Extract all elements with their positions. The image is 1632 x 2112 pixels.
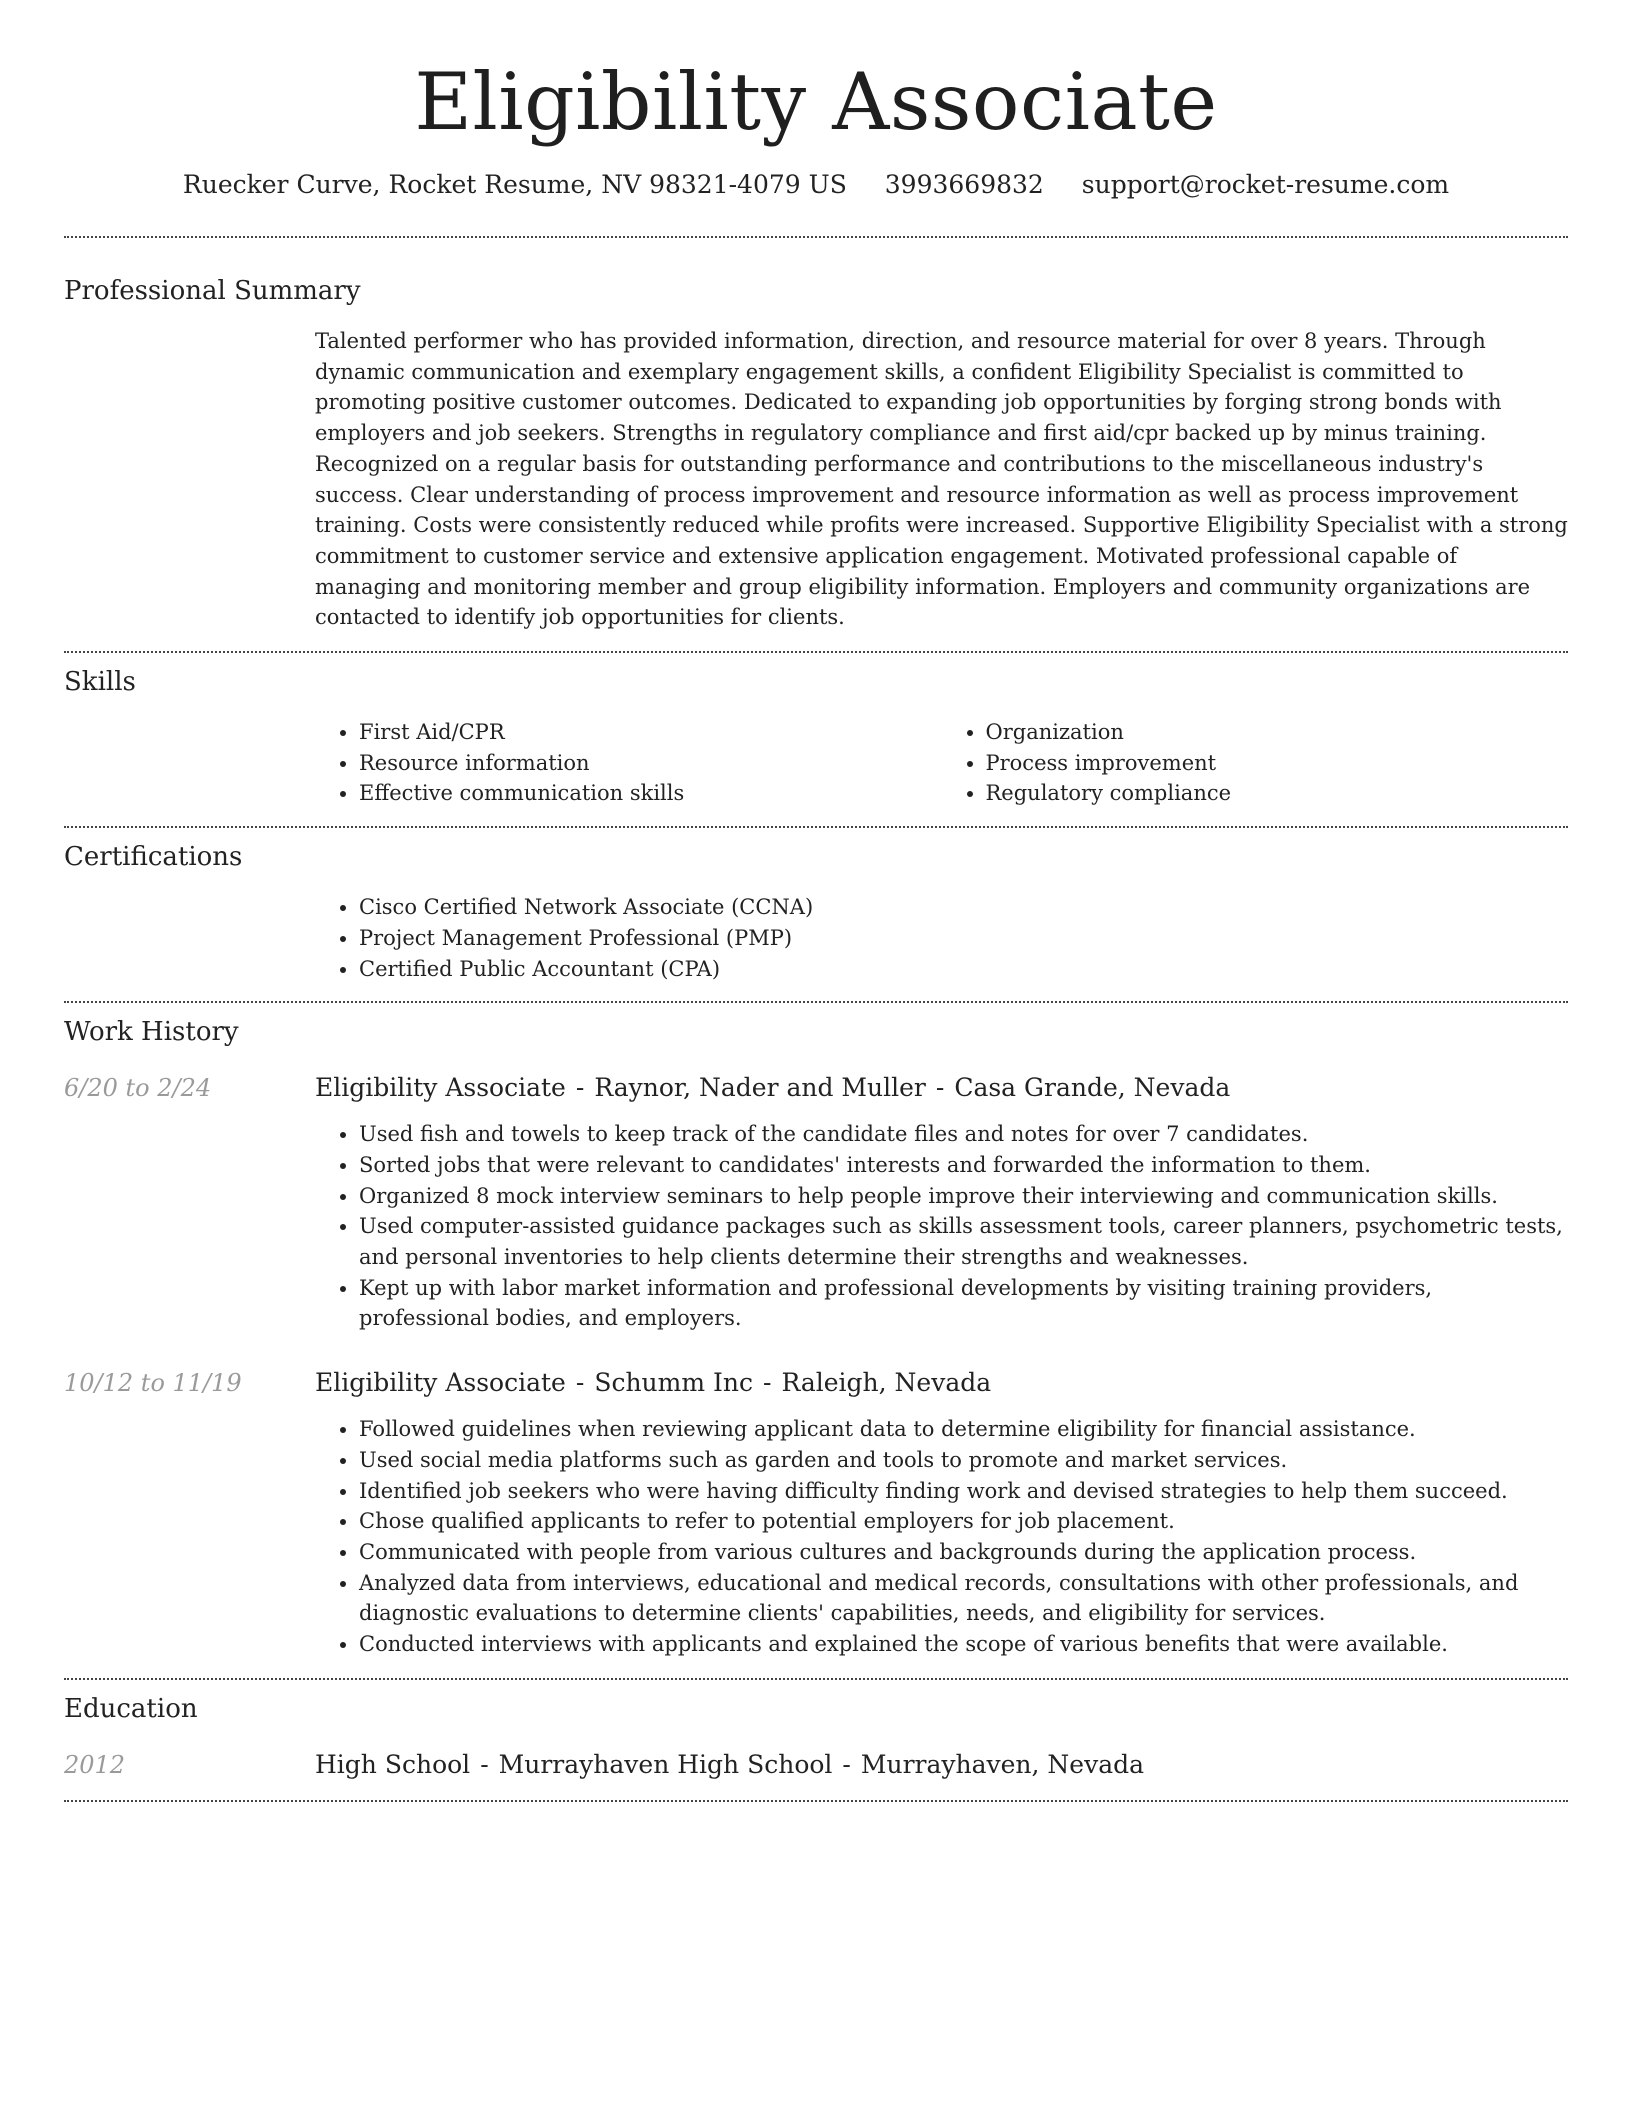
job-entry (64, 1366, 1568, 1660)
certifications-list (315, 892, 1568, 984)
heading-separator: - (935, 1073, 945, 1103)
job-bullet: • Identified job seekers who were having difficulty finding work and devised strategies to help them succeed. (359, 1476, 1568, 1507)
job-bullet: • Used social media platforms such as garden and tools to promote and market services. (359, 1445, 1568, 1476)
contact-line (64, 168, 1568, 202)
education-year: 2012 (64, 1750, 126, 1779)
certifications-section (64, 828, 1568, 1001)
job-bullet: • Conducted interviews with applicants and explained the scope of various benefits that were available. (359, 1629, 1568, 1660)
summary-text: Talented performer who has provided information, direction, and resource material for over 8 years. Through dynamic communication and exemplary engagement skills, a confident Eligibility Specialist is committed to promoting positive customer outcomes. Dedicated to expanding job opportunities by forging strong bonds with employers and job seekers. Strengths in regulatory compliance and first aid/cpr backed up by minus training. Recognized on a regular basis for outstanding performance and contributions to the miscellaneous industry's success. Clear understanding of process improvement and resource information as well as process improvement training. Costs were consistently reduced while profits were increased. Supportive Eligibility Specialist with a strong commitment to customer service and extensive application engagement. Motivated professional capable of managing and monitoring member and group eligibility information. Employers and community organizations are contacted to identify job opportunities for clients. (315, 329, 1568, 630)
heading-separator: - (762, 1368, 772, 1398)
skill-item: • Resource information (359, 748, 942, 779)
job-bullet: • Used computer-assisted guidance packages such as skills assessment tools, career planners, psychometric tests, and personal inventories to help clients determine their strengths and weaknesses. (359, 1211, 1568, 1272)
section-title-certifications: Certifications (64, 842, 243, 873)
job-bullet: • Chose qualified applicants to refer to potential employers for job placement. (359, 1506, 1568, 1537)
education-heading (315, 1748, 1144, 1782)
education-school: Murrayhaven High School (498, 1749, 833, 1779)
job-bullets (315, 1414, 1568, 1660)
section-title-summary: Professional Summary (64, 276, 361, 306)
job-bullet: • Kept up with labor market information and professional developments by visiting training providers, professional bodies, and employers. (359, 1273, 1568, 1334)
email-text: support@rocket-resume.com (1081, 170, 1450, 199)
job-dates: 10/12 to 11/19 (64, 1369, 242, 1398)
job-bullet: • Followed guidelines when reviewing applicant data to determine eligibility for financial assistance. (359, 1414, 1568, 1445)
section-title-skills: Skills (64, 667, 136, 698)
resume-page (64, 0, 1568, 1802)
skill-item: • Organization (986, 717, 1569, 748)
candidate-name: Eligibility Associate (414, 56, 1218, 148)
heading-separator: - (575, 1368, 585, 1398)
heading-separator: - (842, 1749, 851, 1779)
job-role: Eligibility Associate (315, 1073, 566, 1103)
skill-item: • Regulatory compliance (986, 778, 1569, 809)
job-bullet: • Analyzed data from interviews, educational and medical records, consultations with other professionals, and diagnostic evaluations to determine clients' capabilities, needs, and eligibility for services. (359, 1568, 1568, 1629)
skill-item: • Process improvement (986, 748, 1569, 779)
job-heading (315, 1366, 991, 1400)
skill-item: • First Aid/CPR (359, 717, 942, 748)
skill-item: • Effective communication skills (359, 778, 942, 809)
job-heading (315, 1071, 1230, 1105)
job-bullets (315, 1119, 1568, 1334)
education-entry (64, 1748, 1568, 1782)
job-dates: 6/20 to 2/24 (64, 1074, 212, 1103)
work-history-section (64, 1003, 1568, 1678)
skills-list-right (942, 717, 1569, 809)
summary-section (64, 238, 1568, 651)
education-degree: High School (315, 1749, 471, 1779)
section-title-work-history: Work History (64, 1017, 239, 1048)
job-role: Eligibility Associate (315, 1368, 566, 1398)
section-title-education: Education (64, 1693, 198, 1724)
skills-section (64, 653, 1568, 826)
job-bullet: • Communicated with people from various cultures and backgrounds during the application process. (359, 1537, 1568, 1568)
job-location: Casa Grande, Nevada (954, 1073, 1231, 1103)
job-bullet: • Organized 8 mock interview seminars to help people improve their interviewing and communication skills. (359, 1181, 1568, 1212)
job-location: Raleigh, Nevada (781, 1368, 992, 1398)
job-company: Schumm Inc (594, 1368, 753, 1398)
skills-list-left (315, 717, 942, 809)
phone-text: 3993669832 (884, 170, 1044, 199)
address-text: Ruecker Curve, Rocket Resume, NV 98321-4079 US (182, 170, 847, 199)
job-company: Raynor, Nader and Muller (594, 1073, 926, 1103)
heading-separator: - (575, 1073, 585, 1103)
job-bullet: • Sorted jobs that were relevant to candidates' interests and forwarded the information to them. (359, 1150, 1568, 1181)
divider (64, 1800, 1568, 1802)
education-location: Murrayhaven, Nevada (860, 1749, 1145, 1779)
certification-item: • Cisco Certified Network Associate (CCNA) (359, 892, 1568, 923)
job-entry (64, 1071, 1568, 1334)
certification-item: • Certified Public Accountant (CPA) (359, 954, 1568, 985)
heading-separator: - (480, 1749, 489, 1779)
certification-item: • Project Management Professional (PMP) (359, 923, 1568, 954)
job-bullet: • Used fish and towels to keep track of the candidate files and notes for over 7 candidates. (359, 1119, 1568, 1150)
education-section (64, 1680, 1568, 1800)
